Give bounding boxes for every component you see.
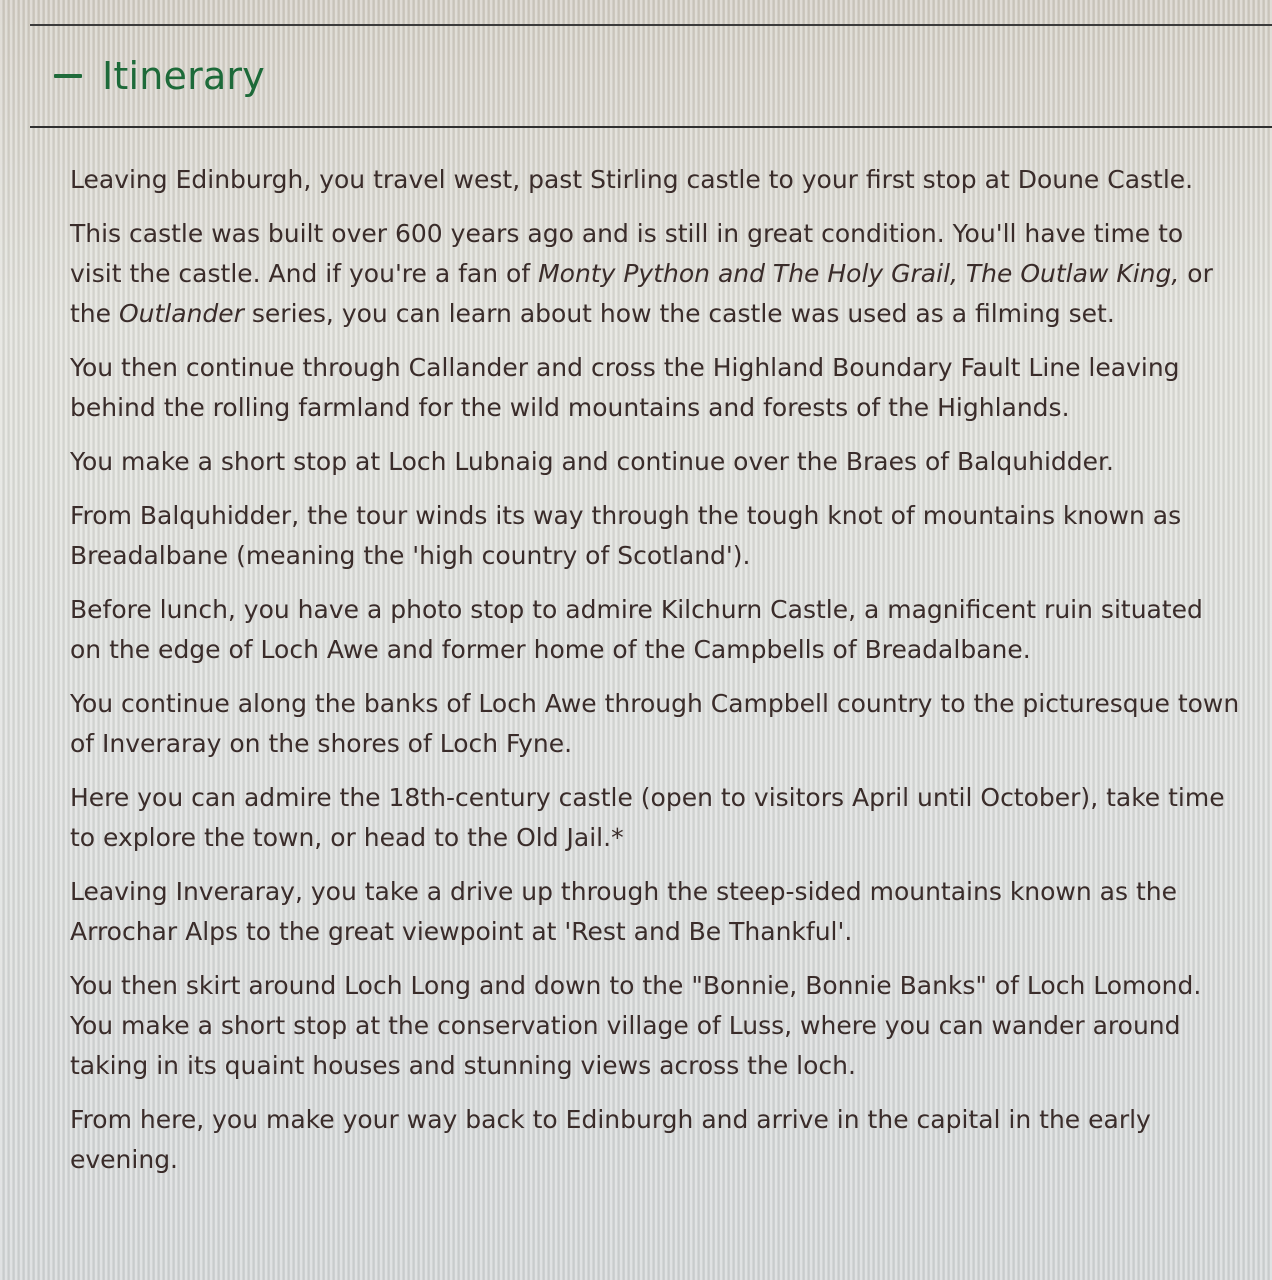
itinerary-paragraph bbox=[70, 496, 1240, 576]
paragraph-text: From here, you make your way back to Edinburgh and arrive in the capital in the early evening. bbox=[70, 1105, 1151, 1174]
paragraph-text: From Balquhidder, the tour winds its way through the tough knot of mountains known as Breadalbane (meaning the 'high country of Scotland'). bbox=[70, 501, 1182, 570]
itinerary-paragraph bbox=[70, 684, 1240, 764]
itinerary-paragraph bbox=[70, 872, 1240, 952]
paragraph-text: Here you can admire the 18th-century castle (open to visitors April until October), take time to explore the town, or head to the Old Jail.* bbox=[70, 783, 1225, 852]
itinerary-paragraph bbox=[70, 348, 1240, 428]
itinerary-paragraph bbox=[70, 966, 1240, 1086]
paragraph-text: series, you can learn about how the castle was used as a filming set. bbox=[243, 299, 1115, 328]
paragraph-text: Leaving Edinburgh, you travel west, past Stirling castle to your first stop at Doune Castle. bbox=[70, 165, 1194, 194]
itinerary-section-header[interactable] bbox=[30, 26, 1272, 128]
itinerary-paragraph bbox=[70, 778, 1240, 858]
itinerary-paragraph bbox=[70, 214, 1240, 334]
paragraph-text: You make a short stop at Loch Lubnaig and continue over the Braes of Balquhidder. bbox=[70, 447, 1114, 476]
italic-title-text: Monty Python and The Holy Grail, The Outlaw King, bbox=[538, 259, 1180, 288]
paragraph-text: Before lunch, you have a photo stop to admire Kilchurn Castle, a magnificent ruin situated on the edge of Loch Awe and former home of the Campbells of Breadalbane. bbox=[70, 595, 1203, 664]
itinerary-body bbox=[70, 160, 1240, 1194]
itinerary-paragraph bbox=[70, 1100, 1240, 1180]
paragraph-text: or the bbox=[70, 259, 1213, 328]
paragraph-text: You continue along the banks of Loch Awe through Campbell country to the picturesque town of Inveraray on the shores of Loch Fyne. bbox=[70, 689, 1240, 758]
minus-icon[interactable] bbox=[54, 74, 82, 78]
itinerary-paragraph bbox=[70, 590, 1240, 670]
paragraph-text: You then continue through Callander and cross the Highland Boundary Fault Line leaving behind the rolling farmland for the wild mountains and forests of the Highlands. bbox=[70, 353, 1180, 422]
collapse-toggle[interactable] bbox=[54, 54, 265, 98]
section-title[interactable]: Itinerary bbox=[102, 54, 265, 98]
paragraph-text: This castle was built over 600 years ago and is still in great condition. You'll have time to visit the castle. And if you're a fan of bbox=[70, 219, 1184, 288]
italic-title-text: Outlander bbox=[118, 299, 244, 328]
itinerary-paragraph bbox=[70, 442, 1240, 482]
itinerary-paragraph bbox=[70, 160, 1240, 200]
paragraph-text: Leaving Inveraray, you take a drive up through the steep-sided mountains known as the Arrochar Alps to the great viewpoint at 'Rest and Be Thankful'. bbox=[70, 877, 1177, 946]
paragraph-text: You then skirt around Loch Long and down to the "Bonnie, Bonnie Banks" of Loch Lomond. You make a short stop at the conservation village of Luss, where you can wander around taking in its quaint houses and stunning views across the loch. bbox=[70, 971, 1202, 1080]
